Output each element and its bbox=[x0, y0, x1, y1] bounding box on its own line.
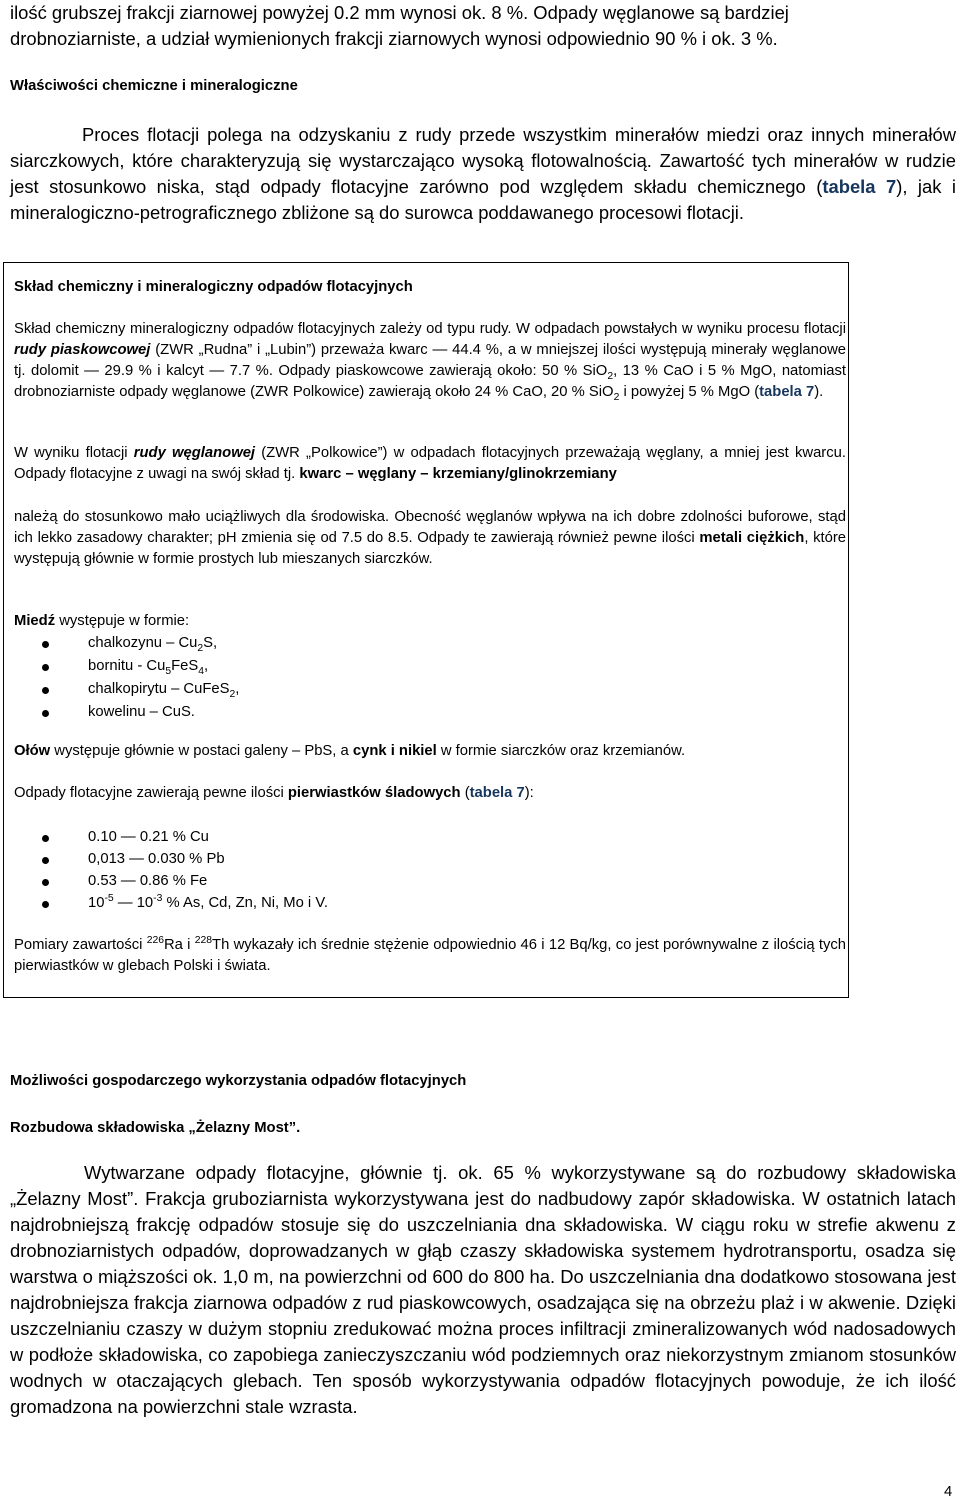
zelazny-most-paragraph: Wytwarzane odpady flotacyjne, głównie tj. ok. 65 % wykorzystywane są do rozbudowy składowiska „Żelazny Most”. Frakcja gruboziarnista wykorzystywana jest do nadbudowy zapór składowiska. W ostatnich latach najdrobniejszą frakcję odpadów stosuje się do uszczelniania dna składowiska. W ciągu roku w strefie akwenu z drobnoziarnistych odpadów, doprowadzanych w głąb czaszy składowiska systemem hydrotransportu, osadza się warstwa o miąższości ok. 1,0 m, na powierzchni od 600 do 800 ha. Do uszczelniania dna dodatkowo stosowana jest najdrobniejsza frakcja ziarnowa odpadów z rud piaskowcowych, osadzająca się na obrzeżu plaż i w akwenie. Dzięki uszczelnianiu czaszy w dużym stopniu zredukować można proces infiltracji zmineralizowanych wód nadosadowych w podłoże składowiska, co zapobiega zanieczyszczaniu wód podziemnych oraz niekorzystnym zmianom stosunków wodnych w otaczających glebach. Ten sposób wykorzystywania odpadów flotacyjnych powoduje, że ich ilość gromadzona na powierzchni stale wzrasta. bbox=[10, 1162, 956, 1417]
box-paragraph-3: należą do stosunkowo mało uciążliwych dla środowiska. Obecność węglanów wpływa na ich dobre zdolności buforowe, stąd ich lekko zasadowy charakter; pH zmienia się od 7.5 do 8.5. Odpady te zawierają również pewne ilości metali ciężkich, które występują głównie w formie prostych lub mieszanych siarczków. bbox=[14, 509, 846, 567]
intro-line-1: ilość grubszej frakcji ziarnowej powyżej 0.2 mm wynosi ok. 8 %. Odpady węglanowe są bardziej bbox=[10, 2, 789, 23]
bullet-icon bbox=[42, 687, 49, 694]
subheading-zelazny-most: Rozbudowa składowiska „Żelazny Most”. bbox=[10, 1120, 301, 1136]
bullet-icon bbox=[42, 664, 49, 671]
box-heading: Skład chemiczny i mineralogiczny odpadów flotacyjnych bbox=[14, 279, 413, 295]
bullet-icon bbox=[42, 641, 49, 648]
composition-box: Skład chemiczny i mineralogiczny odpadów flotacyjnych Skład chemiczny mineralogiczny odpadów flotacyjnych zależy od typu rudy. W odpadach powstałych w wyniku procesu flotacji rudy piaskowcowej (ZWR „Rudna” i „Lubin”) przeważa kwarc — 44.4 %, a w mniejszej ilości występują minerały węglanowe tj. dolomit — 29.9 % i kalcyt — 7.7 %. Odpady piaskowcowe zawierają około: 50 % SiO$_2$, 13 % CaO i 5 % MgO, natomiast drobnoziarniste odpady węglanowe (ZWR Polkowice) zawierają około 24 % CaO, 20 % SiO$_2$ i powyżej 5 % MgO (tabela 7). W wyniku flotacji rudy węglanowej (ZWR „Polkowice”) w odpadach flotacyjnych przeważają węglany, a mniej jest kwarcu. Odpady flotacyjne z uwagi na swój skład tj. kwarc – węglany – krzemiany/glinokrzemiany należą do stosunkowo mało uciążliwych dla środowiska. Obecność węglanów wpływa na ich dobre zdolności buforowe, stąd ich lekko zasadowy charakter; pH zmienia się od 7.5 do 8.5. Odpady te zawierają również pewne ilości metali ciężkich, które występują głównie w formie prostych lub mieszanych siarczków. Miedź występuje w formie: chalkozynu – $Cu_2S$, bornitu - $Cu_5FeS_4$, chalkopirytu – CuFeS$_2$, kowelinu – CuS. Ołów występuje głównie w postaci galeny – PbS, a cynk i nikiel w formie siarczków oraz krzemianów. Odpady flotacyjne zawierają pewne ilości pierwiastków śladowych (tabela 7): 0.10 — 0.21 % Cu 0,013 — 0.030 % Pb 0.53 — 0.86 % Fe $10^{-5}$ — $10^{-3}$ % As, Cd, Zn, Ni, Mo i V. Pomiary zawartości $^{226}$Ra i $^{228}$Th wykazały ich średnie stężenie odpowiednio 46 i 12 Bq/kg, co jest porównywalne z ilością tych pierwiastków w glebach Polski i świata. bbox=[3, 262, 849, 998]
bullet-icon bbox=[42, 879, 49, 886]
section-heading-economic-use: Możliwości gospodarczego wykorzystania odpadów flotacyjnych bbox=[10, 1073, 467, 1089]
lead-paragraph: Ołów występuje głównie w postaci galeny – PbS, a cynk i nikiel w formie siarczków oraz krzemianów. bbox=[14, 743, 686, 759]
box-paragraph-1: Skład chemiczny mineralogiczny odpadów flotacyjnych zależy od typu rudy. W odpadach powstałych w wyniku procesu flotacji rudy piaskowcowej (ZWR „Rudna” i „Lubin”) przeważa kwarc — 44.4 %, a w mniejszej ilości występują minerały węglanowe tj. dolomit — 29.9 % i kalcyt — 7.7 %. Odpady piaskowcowe zawierają około: 50 % SiO$_2$, 13 % CaO i 5 % MgO, natomiast drobnoziarniste odpady węglanowe (ZWR Polkowice) zawierają około 24 % CaO, 20 % SiO$_2$ i powyżej 5 % MgO (tabela 7). bbox=[14, 321, 847, 403]
section-heading-chemical-properties: Właściwości chemiczne i mineralogiczne bbox=[10, 78, 298, 94]
radium-paragraph: Pomiary zawartości $^{226}$Ra i $^{228}$Th wykazały ich średnie stężenie odpowiednio 46 i 12 Bq/kg, co jest porównywalne z ilością tych pierwiastków w glebach Polski i świata. bbox=[14, 935, 846, 974]
intro-line-2: drobnoziarniste, a udział wymienionych frakcji ziarnowych wynosi odpowiednio 90 % i ok. 3 %. bbox=[10, 28, 778, 49]
table-reference-link[interactable]: tabela 7 bbox=[759, 384, 815, 400]
page-number: 4 bbox=[944, 1484, 953, 1500]
bullet-icon bbox=[42, 901, 49, 908]
trace-elements-intro: Odpady flotacyjne zawierają pewne ilości pierwiastków śladowych (tabela 7): bbox=[14, 785, 534, 801]
bullet-icon bbox=[42, 857, 49, 864]
table-reference-link[interactable]: tabela 7 bbox=[469, 785, 525, 801]
copper-intro: Miedź występuje w formie: bbox=[14, 613, 190, 629]
box-paragraph-2: W wyniku flotacji rudy węglanowej (ZWR „Polkowice”) w odpadach flotacyjnych przeważają węglany, a mniej jest kwarcu. Odpady flotacyjne z uwagi na swój skład tj. kwarc – węglany – krzemiany/glinokrzemiany bbox=[14, 445, 846, 482]
bullet-icon bbox=[42, 835, 49, 842]
flotation-paragraph: Proces flotacji polega na odzyskaniu z rudy przede wszystkim minerałów miedzi oraz innych minerałów siarczkowych, które charakteryzują się wystarczająco wysoką flotowalnością. Zawartość tych minerałów w rudzie jest stosunkowo niska, stąd odpady flotacyjne zarówno pod względem składu chemicznego (tabela 7), jak i mineralogiczno-petrograficznego zbliżone są do surowca poddawanego procesowi flotacji. bbox=[10, 124, 956, 223]
table-reference-link[interactable]: tabela 7 bbox=[822, 176, 897, 197]
bullet-icon bbox=[42, 710, 49, 717]
